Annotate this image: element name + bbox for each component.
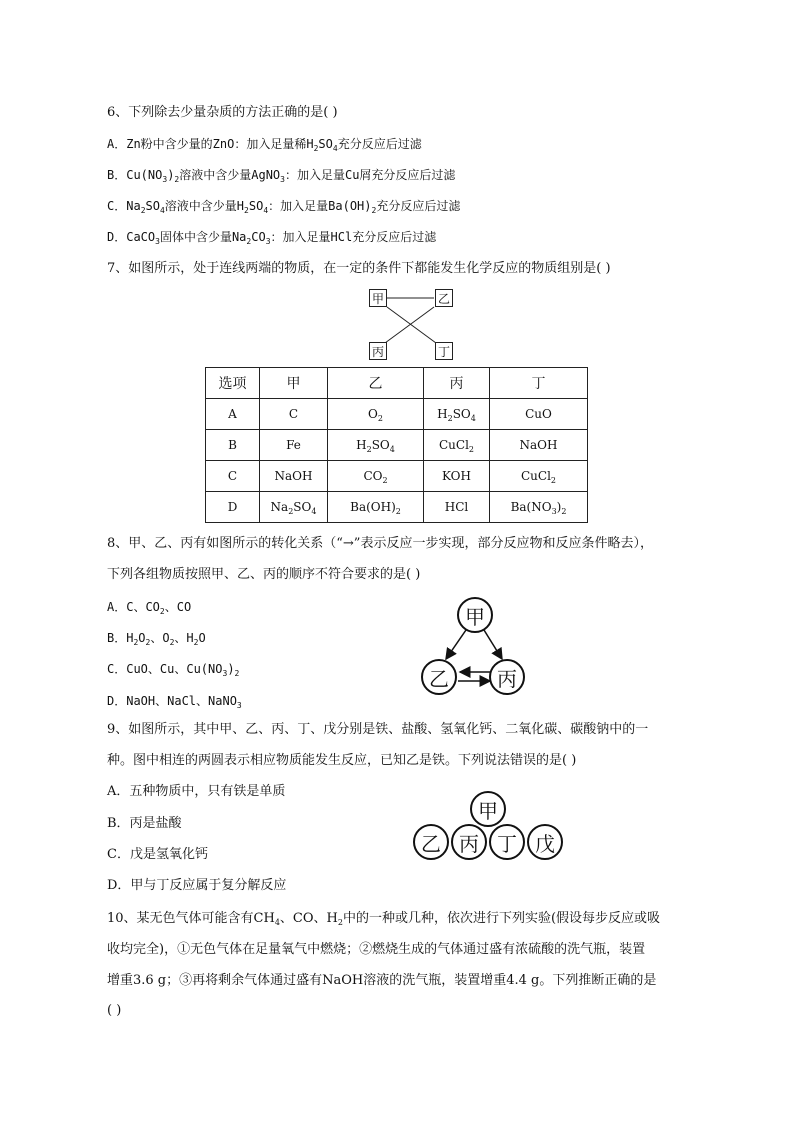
table-cell: D [206, 492, 260, 523]
table-cell: CuCl$_2$ [490, 461, 588, 492]
q9-circle-ding: 丁 [489, 824, 525, 860]
q9-circle-jia: 甲 [470, 791, 506, 827]
q9-circle-bing: 丙 [451, 824, 487, 860]
table-cell: $H_2SO_4$ [328, 430, 424, 461]
table-cell: NaOH [260, 461, 328, 492]
table-cell: A [206, 399, 260, 430]
q9-circle-wu: 戊 [527, 824, 563, 860]
table-cell: $CO_2$ [328, 461, 424, 492]
table-cell: $O_2$ [328, 399, 424, 430]
q6-option-b: B．$Cu(NO_3)_2$溶液中含少量AgNO$_3$：加入足量Cu屑充分反应后过滤 [107, 168, 456, 184]
q7-box-bing: 丙 [369, 342, 387, 360]
table-cell: CuCl$_2$ [424, 430, 490, 461]
table-header: 甲 [260, 368, 328, 399]
table-cell: $H_2SO_4$ [424, 399, 490, 430]
q8-circle-bing: 丙 [489, 659, 525, 695]
q10-line4: ( ) [107, 1003, 122, 1018]
table-cell: $Ba(OH)_2$ [328, 492, 424, 523]
q6-option-c: C．$Na_2SO_4$溶液中含少量$H_2SO_4$：加入足量$Ba(OH)_2$充分反应后过滤 [107, 199, 461, 215]
q9-circle-yi: 乙 [413, 824, 449, 860]
table-cell: CuO [490, 399, 588, 430]
q9-option-c: C．戊是氢氧化钙 [107, 847, 208, 862]
q7-box-ding: 丁 [435, 342, 453, 360]
table-cell: C [260, 399, 328, 430]
q8-option-d: D．NaOH、NaCl、NaNO$_3$ [107, 694, 242, 710]
q6-option-d: D．CaCO$_3$固体中含少量$Na_2CO_3$：加入足量HCl充分反应后过滤 [107, 230, 437, 246]
q10-line1: 10、某无色气体可能含有$CH_4$、CO、$H_2$中的一种或几种，依次进行下列实验(假设每步反应或吸 [107, 911, 661, 927]
q7-stem: 7、如图所示，处于连线两端的物质，在一定的条件下都能发生化学反应的物质组别是( ) [107, 261, 611, 276]
table-cell: HCl [424, 492, 490, 523]
q8-circle-yi: 乙 [421, 659, 457, 695]
table-header: 选项 [206, 368, 260, 399]
table-cell: C [206, 461, 260, 492]
q10-line3: 增重3.6 g；③再将剩余气体通过盛有NaOH溶液的洗气瓶，装置增重4.4 g。下列推断正确的是 [107, 973, 657, 988]
q8-stem-line1: 8、甲、乙、丙有如图所示的转化关系（“→”表示反应一步实现，部分反应物和反应条件略去）， [107, 536, 653, 551]
q9-stem-line1: 9、如图所示，其中甲、乙、丙、丁、戊分别是铁、盐酸、氢氧化钙、二氧化碳、碳酸钠中的一 [107, 722, 649, 737]
table-header: 丙 [424, 368, 490, 399]
table-cell: NaOH [490, 430, 588, 461]
q9-stem-line2: 种。图中相连的两圆表示相应物质能发生反应，已知乙是铁。下列说法错误的是( ) [107, 753, 577, 768]
q7-box-yi: 乙 [435, 289, 453, 307]
q9-option-d: D．甲与丁反应属于复分解反应 [107, 878, 287, 893]
q6-stem: 6、下列除去少量杂质的方法正确的是( ) [107, 105, 338, 120]
q9-option-b: B．丙是盐酸 [107, 816, 182, 831]
q8-option-a: A．C、$CO_2$、CO [107, 600, 192, 616]
table-cell: $Ba(NO_3)_2$ [490, 492, 588, 523]
q8-option-c: C．CuO、Cu、$Cu(NO_3)_2$ [107, 662, 240, 678]
q8-option-b: B．$H_2O_2$、$O_2$、$H_2O$ [107, 631, 206, 647]
q8-stem-line2: 下列各组物质按照甲、乙、丙的顺序不符合要求的是( ) [107, 567, 421, 582]
q8-circle-jia: 甲 [457, 597, 493, 633]
q7-box-jia: 甲 [369, 289, 387, 307]
q10-line2: 收均完全)，①无色气体在足量氧气中燃烧；②燃烧生成的气体通过盛有浓硫酸的洗气瓶，装置 [107, 942, 646, 957]
q9-option-a: A．五种物质中，只有铁是单质 [107, 784, 286, 799]
table-cell: Fe [260, 430, 328, 461]
table-header: 乙 [328, 368, 424, 399]
q6-option-a: A．Zn粉中含少量的ZnO：加入足量稀$H_2SO_4$充分反应后过滤 [107, 137, 422, 153]
table-cell: KOH [424, 461, 490, 492]
table-cell: $Na_2SO_4$ [260, 492, 328, 523]
table-cell: B [206, 430, 260, 461]
table-header: 丁 [490, 368, 588, 399]
